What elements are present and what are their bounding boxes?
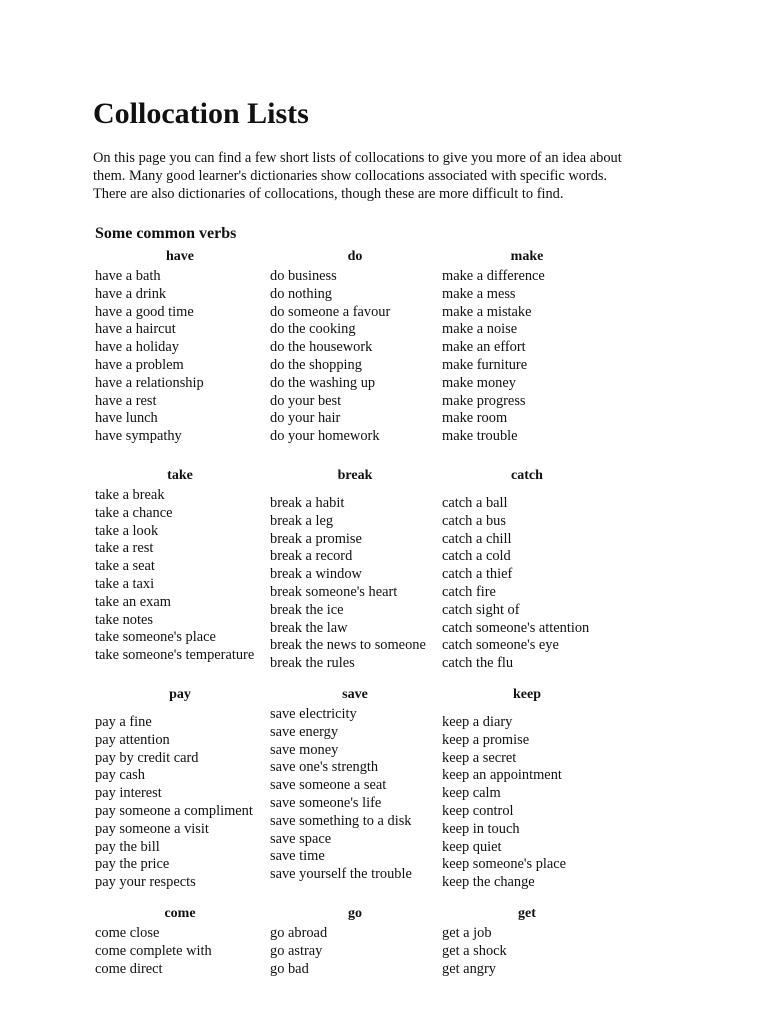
list-item: break a leg [270,512,334,529]
list-item: break a window [270,566,362,583]
list-item: do your best [270,392,342,409]
list-item: have a drink [95,285,167,302]
collocation-list [95,268,204,446]
list-item: get a shock [442,942,507,959]
list-item: keep someone's place [442,856,567,873]
list-item: save electricity [270,706,357,722]
list-item: save yourself the trouble [270,866,412,883]
column-heading: catch [511,468,543,483]
list-item: go bad [270,960,309,977]
list-item: make an effort [442,339,526,356]
list-item: keep an appointment [442,767,562,784]
list-item: keep control [442,802,514,819]
list-item: come complete with [95,942,212,959]
column-heading: pay [169,687,191,702]
list-item: make furniture [442,356,528,373]
collocation-list [95,487,254,665]
list-item: take an exam [95,593,171,610]
list-item: save something to a disk [270,812,412,829]
column-heading: have [166,249,194,264]
list-item: come close [95,925,160,941]
list-item: make money [442,374,516,391]
list-item: make a mess [442,285,516,302]
list-item: take a rest [95,540,154,557]
list-item: save one's strength [270,759,379,776]
verb-group-have-do-make [95,248,615,458]
intro-line: them. Many good learner's dictionaries show collocations associated with specific words. [93,168,608,184]
list-item: take a chance [95,504,173,521]
list-item: pay attention [95,731,170,748]
collocation-list [270,495,426,673]
list-item: break a promise [270,530,362,547]
list-item: do business [270,268,337,284]
verb-group-take-break-catch [95,467,615,677]
list-item: make a difference [442,268,545,284]
list-item: catch sight of [442,601,520,618]
list-item: break the rules [270,655,355,672]
list-item: have a good time [95,303,194,320]
list-item: make a mistake [442,303,532,320]
list-item: have a rest [95,392,157,409]
list-item: have a haircut [95,321,176,338]
list-item: get a job [442,925,492,941]
list-item: go abroad [270,925,328,941]
collocation-list [442,925,507,978]
verb-group-pay-save-keep [95,686,615,896]
list-item: take someone's temperature [95,647,255,664]
list-item: get angry [442,960,496,977]
column-heading: do [347,249,363,264]
list-item: take a look [95,522,159,539]
column-heading: go [348,906,362,921]
list-item: catch a thief [442,566,513,583]
list-item: make trouble [442,428,518,445]
column-heading: get [518,906,536,921]
list-item: have a problem [95,356,184,373]
collocation-list [442,714,566,892]
list-item: do the shopping [270,356,362,373]
list-item: catch the flu [442,655,514,672]
intro-line: On this page you can find a few short lists of collocations to give you more of an idea about [93,150,622,166]
list-item: take someone's place [95,629,216,646]
list-item: break someone's heart [270,583,398,600]
list-item: catch a bus [442,512,506,529]
list-item: save energy [270,723,339,740]
list-item: break the news to someone [270,637,426,654]
list-item: do someone a favour [270,303,391,320]
list-item: pay a fine [95,714,152,730]
list-item: save space [270,830,332,847]
list-item: have sympathy [95,428,182,445]
list-item: keep the change [442,874,535,891]
collocation-list [95,925,212,978]
list-item: do the cooking [270,321,356,338]
collocation-list [270,925,327,978]
page-title: Collocation Lists [93,97,309,130]
list-item: do the housework [270,339,373,356]
list-item: take a taxi [95,575,155,592]
list-item: catch fire [442,583,496,600]
list-item: save someone's life [270,794,382,811]
list-item: keep in touch [442,820,520,837]
list-item: pay cash [95,767,145,784]
list-item: do your homework [270,428,380,445]
collocation-list [95,714,253,892]
list-item: do your hair [270,410,341,427]
column-heading: keep [513,687,541,702]
list-item: come direct [95,960,163,977]
list-item: pay someone a visit [95,820,209,837]
list-item: make room [442,410,508,427]
list-item: break the law [270,619,348,636]
list-item: go astray [270,942,323,959]
list-item: break the ice [270,601,344,618]
column-heading: save [342,687,368,702]
list-item: break a record [270,548,353,565]
list-item: have lunch [95,410,158,427]
collocation-list [270,268,390,446]
list-item: pay interest [95,785,162,802]
list-item: keep a diary [442,714,513,730]
column-heading: make [510,249,544,264]
list-item: have a holiday [95,339,179,356]
list-item: pay by credit card [95,749,199,766]
collocation-list [270,706,412,884]
list-item: do the washing up [270,374,376,391]
list-item: catch someone's eye [442,637,559,654]
section-title: Some common verbs [95,225,237,242]
collocation-list [442,495,589,673]
list-item: do nothing [270,285,332,302]
list-item: catch someone's attention [442,619,590,636]
list-item: save someone a seat [270,777,387,794]
list-item: pay the price [95,856,170,873]
list-item: pay the bill [95,838,160,855]
list-item: pay someone a compliment [95,802,253,819]
column-heading: break [337,468,373,483]
list-item: save time [270,848,325,865]
column-heading: take [167,468,193,483]
list-item: take a seat [95,558,155,575]
list-item: take notes [95,611,153,628]
list-item: keep a secret [442,749,517,766]
verb-group-come-go-get [95,905,615,985]
intro-paragraph [93,149,693,203]
list-item: keep a promise [442,731,530,748]
list-item: keep calm [442,785,501,802]
list-item: keep quiet [442,838,502,855]
list-item: catch a chill [442,530,512,547]
list-item: have a relationship [95,374,204,391]
collocation-list [442,268,545,446]
list-item: save money [270,741,339,758]
column-heading: come [164,906,196,921]
intro-line: There are also dictionaries of collocations, though these are more difficult to find. [93,186,564,202]
list-item: catch a cold [442,548,511,565]
list-item: catch a ball [442,495,508,511]
list-item: take a break [95,487,165,503]
list-item: make progress [442,392,526,409]
list-item: have a bath [95,268,161,284]
list-item: pay your respects [95,874,196,891]
list-item: make a noise [442,321,518,338]
list-item: break a habit [270,495,345,511]
